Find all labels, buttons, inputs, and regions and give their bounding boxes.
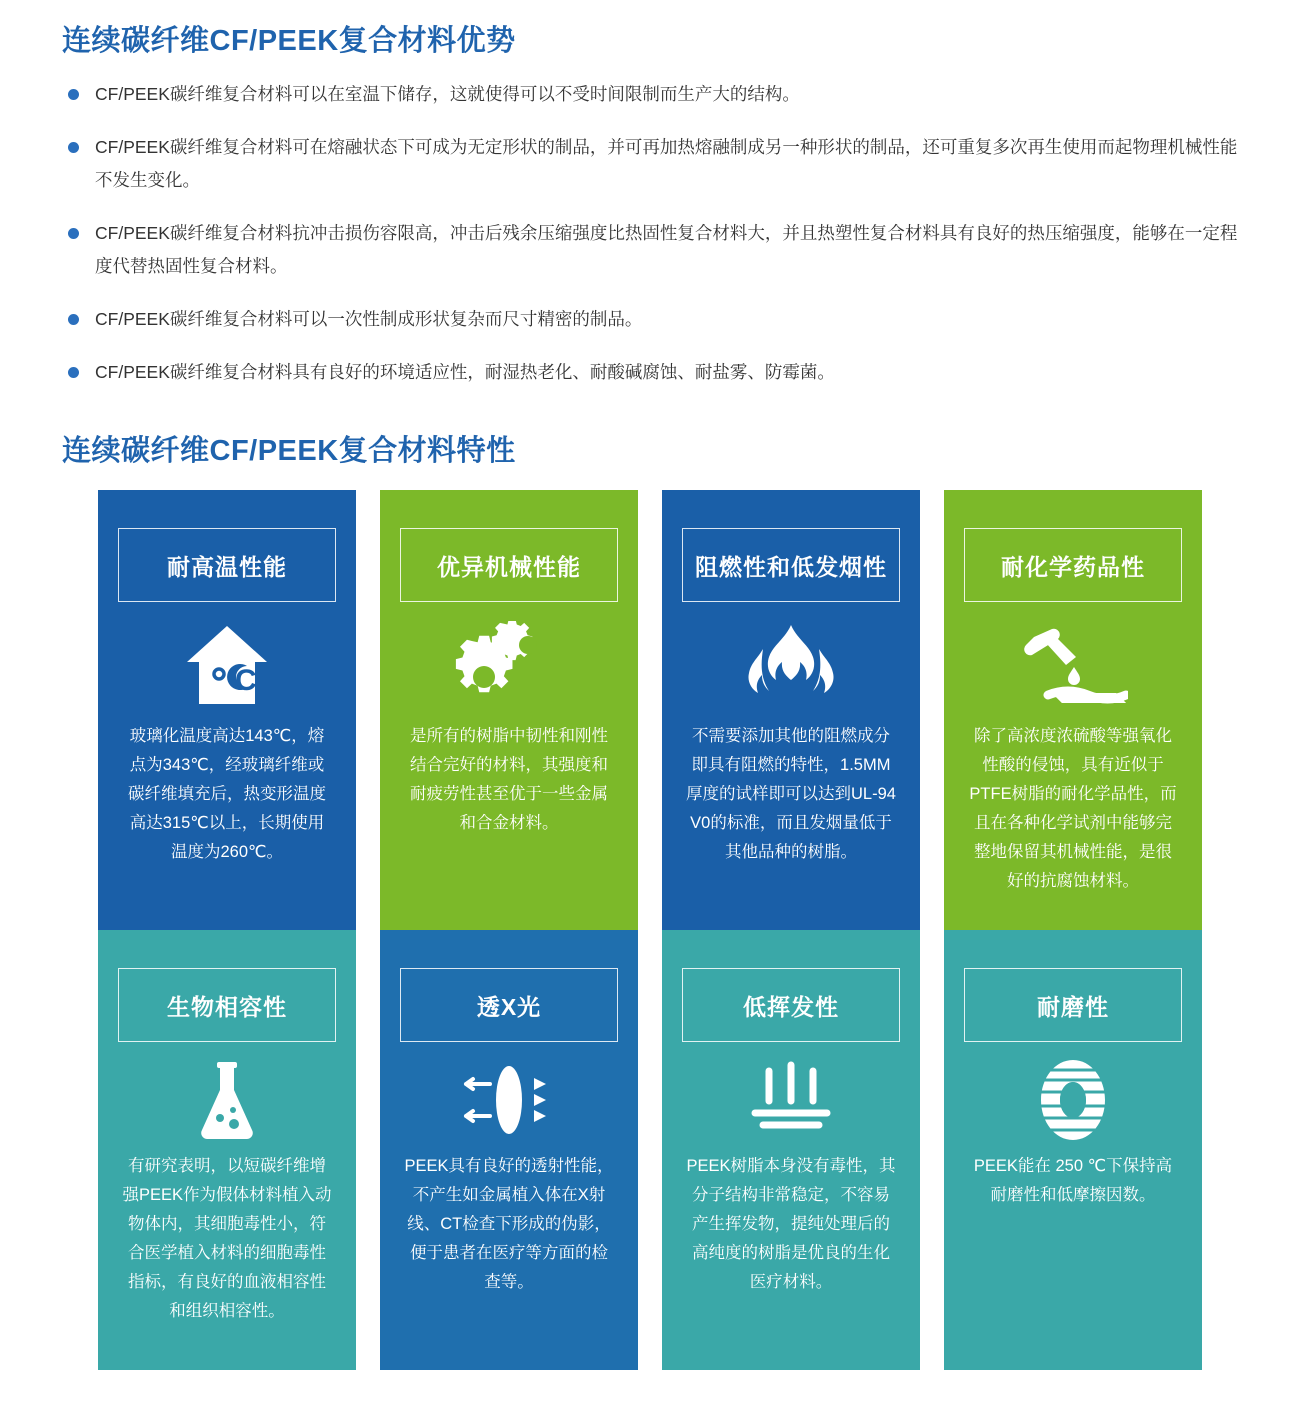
features-grid [98, 490, 1202, 1370]
bullet-dot-icon [68, 314, 79, 325]
tire-icon [1028, 1050, 1118, 1150]
list-item [62, 131, 1247, 197]
list-item-text: CF/PEEK碳纤维复合材料可在熔融状态下可成为无定形状的制品，并可再加热熔融制成另一种形状的制品，还可重复多次再生使用而起物理机械性能不发生变化。 [95, 137, 1238, 190]
feature-card-heat-resistance [98, 490, 356, 930]
temperature-house-icon [181, 610, 273, 720]
flask-icon [189, 1050, 265, 1150]
chemical-drop-icon [1018, 610, 1128, 720]
feature-card-description: PEEK树脂本身没有毒性，其分子结构非常稳定，不容易产生挥发物，提纯处理后的高纯度的树脂是优良的生化医疗材料。 [686, 1157, 896, 1291]
feature-card-flame-retardant [662, 490, 920, 930]
bullet-dot-icon [68, 89, 79, 100]
feature-card-description: 有研究表明，以短碳纤维增强PEEK作为假体材料植入动物体内，其细胞毒性小，符合医学植入材料的细胞毒性指标，有良好的血液相容性和组织相容性。 [122, 1157, 332, 1320]
bullet-dot-icon [68, 142, 79, 153]
advantages-heading: 连续碳纤维CF/PEEK复合材料优势 [62, 25, 516, 57]
list-item [62, 356, 1247, 389]
list-item [62, 78, 1247, 111]
feature-card-title: 耐化学药品性 [964, 528, 1182, 602]
feature-card-description: 是所有的树脂中韧性和刚性结合完好的材料，其强度和耐疲劳性甚至优于一些金属和合金材料。 [410, 727, 608, 832]
feature-card-title: 生物相容性 [118, 968, 336, 1042]
feature-card-description: 不需要添加其他的阻燃成分即具有阻燃的特性，1.5MM厚度的试样即可以达到UL-94 V0的标准，而且发烟量低于其他品种的树脂。 [686, 727, 896, 861]
features-heading: 连续碳纤维CF/PEEK复合材料特性 [62, 435, 516, 467]
list-item [62, 217, 1247, 283]
feature-card-title: 耐高温性能 [118, 528, 336, 602]
bullet-dot-icon [68, 367, 79, 378]
flame-icon [741, 610, 841, 720]
feature-card-low-volatility [662, 930, 920, 1370]
feature-card-title: 耐磨性 [964, 968, 1182, 1042]
feature-card-title: 优异机械性能 [400, 528, 618, 602]
feature-card-title: 透X光 [400, 968, 618, 1042]
xray-lens-icon [454, 1050, 564, 1150]
volatility-icon [741, 1050, 841, 1150]
feature-card-title: 阻燃性和低发烟性 [682, 528, 900, 602]
advantages-list [62, 78, 1247, 409]
feature-card-xray-transparency [380, 930, 638, 1370]
feature-card-mechanical [380, 490, 638, 930]
list-item-text: CF/PEEK碳纤维复合材料具有良好的环境适应性，耐湿热老化、耐酸碱腐蚀、耐盐雾、防霉菌。 [95, 362, 835, 382]
list-item-text: CF/PEEK碳纤维复合材料可以一次性制成形状复杂而尺寸精密的制品。 [95, 309, 643, 329]
svg-text:C: C [235, 664, 257, 697]
feature-card-biocompatibility [98, 930, 356, 1370]
feature-card-description: PEEK能在 250 ℃下保持高耐磨性和低摩擦因数。 [973, 1157, 1173, 1204]
feature-card-description: PEEK具有良好的透射性能，不产生如金属植入体在X射线、CT检查下形成的伪影，便于患者在医疗等方面的检查等。 [404, 1157, 614, 1291]
feature-card-chemical-resistance [944, 490, 1202, 930]
feature-card-description: 除了高浓度浓硫酸等强氧化性酸的侵蚀，具有近似于PTFE树脂的耐化学品性，而且在各种化学试剂中能够完整地保留其机械性能，是很好的抗腐蚀材料。 [969, 727, 1177, 890]
feature-card-description: 玻璃化温度高达143℃，熔点为343℃，经玻璃纤维或碳纤维填充后，热变形温度高达315℃以上，长期使用温度为260℃。 [128, 727, 326, 861]
bullet-dot-icon [68, 228, 79, 239]
list-item-text: CF/PEEK碳纤维复合材料抗冲击损伤容限高，冲击后残余压缩强度比热固性复合材料大，并且热塑性复合材料具有良好的热压缩强度，能够在一定程度代替热固性复合材料。 [95, 223, 1238, 276]
feature-card-title: 低挥发性 [682, 968, 900, 1042]
list-item-text: CF/PEEK碳纤维复合材料可以在室温下储存，这就使得可以不受时间限制而生产大的结构。 [95, 84, 800, 104]
list-item [62, 303, 1247, 336]
feature-card-wear-resistance [944, 930, 1202, 1370]
gears-icon [454, 610, 564, 720]
